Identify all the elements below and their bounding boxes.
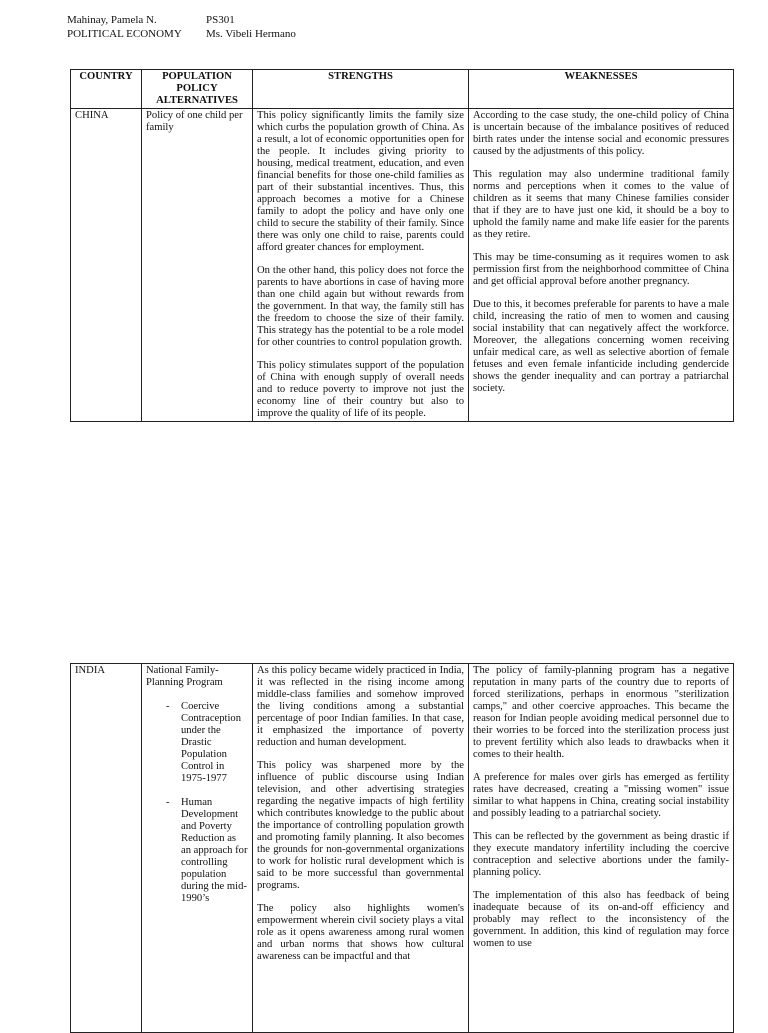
india-policy-table (70, 663, 734, 1033)
china-strength-paragraph: This policy significantly limits the family size which curbs the population growth of China. As a result, a lot of economic opportunities open for the people. It includes giving priority to housing, medical treatment, education, and even financial benefits for those one-child families as part of their substantial incentives. Thus, this approach becomes a motive for a Chinese family to adopt the policy and have only one child to secure the stability of their family. Since there was only one child to raise, parents could afford greater chances for employment. (257, 110, 464, 253)
china-strength-paragraph: This policy stimulates support of the population of China with enough supply of overall needs and to reduce poverty to improve not just the economy line of their country but also to improve the quality of life of its people. (257, 360, 464, 419)
dash-bullet: - (166, 701, 170, 712)
col-header-strengths: STRENGTHS (253, 70, 469, 109)
india-country-cell: INDIA (71, 664, 142, 1033)
china-weakness-paragraph: This regulation may also undermine traditional family norms and perceptions when it comes to the value of children as it seems that many Chinese families consider that if they are to have just one kid, it should be a boy to uphold the family name and make life easier for the parents as they retire. (473, 169, 729, 240)
india-strength-paragraph: This policy was sharpened more by the influence of public discourse using Indian television, and other advertising strategies regarding the negative impacts of high fertility which contributes knowledge to the public about the importance of controlling population growth and promoting family planning. It also becomes the grounds for non-governmental organizations to work for holistic rural development which is said to be more successful than governmental programs. (257, 760, 464, 891)
china-weakness-paragraph: This may be time-consuming as it requires women to ask permission first from the neighborhood committee of China and get official approval before another pregnancy. (473, 252, 729, 287)
china-weakness-paragraph: According to the case study, the one-child policy of China is uncertain because of the imbalance positives of reduced birth rates under the intense social and economic pressures caused by the adjustments of this policy. (473, 110, 729, 157)
india-weakness-paragraph: The policy of family-planning program has a negative reputation in many parts of the country due to reports of forced sterilizations, perhaps in enormous "sterilization camps," and other coercive approaches. This became the reason for Indian people avoiding medical personnel due to their worries to be forced into the sterilization process just to prevent fertility which also leads to drawbacks when it comes to their health. (473, 665, 729, 760)
india-weakness-paragraph: This can be reflected by the government as being drastic if they execute mandatory infertility including the coercive contraception and selective abortions under the family-planning policy. (473, 831, 729, 878)
china-policy-table (70, 69, 734, 422)
china-country-cell: CHINA (71, 109, 142, 422)
china-weaknesses-cell (469, 109, 734, 422)
india-weakness-paragraph: A preference for males over girls has emerged as fertility rates have decreased, creating a "missing women" issue similar to what happens in China, creating social instability and possibly leading to a patriarchal society. (473, 772, 729, 819)
india-policy-title: National Family-Planning Program (146, 665, 223, 688)
china-strength-paragraph: On the other hand, this policy does not force the parents to have abortions in case of having more than one child again but without rewards from the government. In that way, the family still has the freedom to choose the size of their family. This strategy has the potential to be a role model for other countries to control population growth. (257, 265, 464, 348)
list-item (166, 797, 248, 905)
list-item-text: Human Development and Poverty Reduction as an approach for controlling population during the mid-1990’s (181, 797, 248, 904)
table-row-china (71, 109, 734, 422)
header-left (67, 14, 182, 41)
dash-bullet: - (166, 797, 170, 808)
india-strength-paragraph: As this policy became widely practiced in India, it was reflected in the rising income among middle-class families and somehow improved the living conditions among a substantial percentage of poor Indian families. In that case, it emphasized the importance of poverty reduction and human development. (257, 665, 464, 748)
course-code: PS301 (206, 14, 235, 26)
india-policy-sublist (146, 701, 248, 905)
india-weaknesses-cell (469, 664, 734, 1033)
course-name: POLITICAL ECONOMY (67, 27, 182, 40)
list-item (166, 701, 248, 785)
india-policy-cell (142, 664, 253, 1033)
teacher-name: Ms. Vibeli Hermano (206, 27, 296, 40)
list-item-text: Coercive Contraception under the Drastic Population Control in 1975-1977 (181, 701, 242, 784)
china-strengths-cell (253, 109, 469, 422)
india-strengths-cell (253, 664, 469, 1033)
india-strength-paragraph: The policy also highlights women's empowerment wherein civil society plays a vital role as it opens awareness among rural women and urban norms that shows how cultural awareness can be impactful and that (257, 903, 464, 962)
table-header-row (71, 70, 734, 109)
author-name: Mahinay, Pamela N. (67, 14, 157, 26)
china-weakness-paragraph: Due to this, it becomes preferable for parents to have a male child, increasing the ratio of men to women and causing social instability that can negatively affect the workforce. Moreover, the allegations concerning women receiving unfair medical care, as well as selective abortion of female fetuses and even female infanticide including gendercide shows the gender inequality and can portray a patriarchal society. (473, 299, 729, 394)
header-right (206, 14, 296, 41)
col-header-policy: POPULATION POLICY ALTERNATIVES (142, 70, 253, 109)
col-header-weaknesses: WEAKNESSES (469, 70, 734, 109)
india-weakness-paragraph: The implementation of this also has feedback of being inadequate because of its on-and-off efficiency and probably may reflect to the inconsistency of the government. In addition, this kind of regulation may force women to use (473, 890, 729, 949)
col-header-country: COUNTRY (71, 70, 142, 109)
china-policy-cell: Policy of one child per family (142, 109, 253, 422)
table-row-india (71, 664, 734, 1033)
